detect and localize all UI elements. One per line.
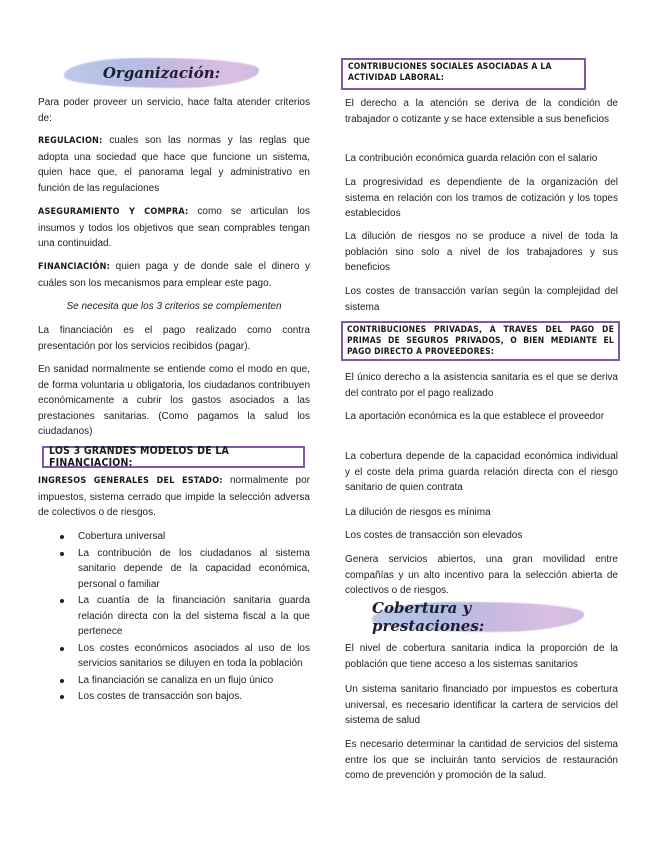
criterion-aseguramiento bbox=[38, 204, 310, 252]
criterion-term: ASEGURAMIENTO Y COMPRA: bbox=[38, 207, 189, 217]
private-item: Los costes de transacción son elevados bbox=[345, 530, 523, 541]
private-contributions-heading: CONTRIBUCIONES PRIVADAS, A TRAVES DEL PAGO DE PRIMAS DE SEGUROS PRIVADOS, O BIEN MEDIANTE EL PAGO DIRECTO A PROVEEDORES: bbox=[347, 325, 614, 357]
financiacion-definition: La financiación es el pago realizado como contra presentación por los servicios recibidos (pagar). bbox=[38, 325, 310, 352]
ingresos-bullet-list bbox=[38, 529, 310, 705]
ingresos-term: INGRESOS GENERALES DEL ESTADO: bbox=[38, 476, 223, 486]
ingresos-text: normalmente por impuestos, sistema cerrado que impide la selección adversa de colectivos o de riesgos. bbox=[38, 475, 310, 518]
criterion-text: cuales son las normas y las reglas que adopta una sociedad que hace que funcione un sistema, quien hace que, el panorama legal y administrativo en función de las regulaciones bbox=[38, 135, 310, 194]
ingresos-paragraph bbox=[38, 473, 310, 521]
coverage-item: Un sistema sanitario financiado por impuestos es cobertura universal, es necesario identificar la cartera de servicios del sistema de salud bbox=[345, 684, 618, 726]
coverage-item: Es necesario determinar la cantidad de servicios del sistema entre los que se incluirán tanto servicios de restauración como de prevención y promoción de la salud. bbox=[345, 739, 618, 781]
organizacion-heading: Organización: bbox=[102, 64, 221, 82]
private-item: El único derecho a la asistencia sanitaria es el que se deriva del contrato por el pago realizado bbox=[345, 372, 618, 399]
social-item: La contribución económica guarda relación con el salario bbox=[345, 153, 598, 164]
organizacion-heading-banner bbox=[64, 58, 259, 88]
social-contributions-box bbox=[341, 58, 586, 90]
social-item: Los costes de transacción varían según la complejidad del sistema bbox=[345, 286, 618, 313]
list-item: La financiación se canaliza en un flujo único bbox=[38, 673, 310, 689]
list-item: Los costes de transacción son bajos. bbox=[38, 689, 310, 705]
private-item: La aportación económica es la que establece el proveedor bbox=[345, 411, 605, 422]
intro-paragraph: Para poder proveer un servicio, hace falta atender criterios de: bbox=[38, 97, 310, 124]
criteria-note: Se necesita que los 3 criterios se complementen bbox=[66, 301, 282, 312]
list-item: Los costes económicos asociados al uso de los servicios sanitarios se diluyen en toda la población bbox=[38, 641, 310, 672]
private-item: Genera servicios abiertos, una gran movilidad entre compañías y un alto incentivo para la selección abierta de colectivos o de riesgos. bbox=[345, 554, 618, 596]
list-item: Cobertura universal bbox=[38, 529, 310, 545]
list-item: La cuantía de la financiación sanitaria guarda relación directa con la del sistema fiscal a la que pertenece bbox=[38, 593, 310, 640]
social-item: La progresividad es dependiente de la organización del sistema en relación con los tramos de cotización y los topes establecidos bbox=[345, 177, 618, 219]
criterion-regulacion bbox=[38, 133, 310, 196]
cobertura-heading-banner bbox=[372, 599, 584, 635]
social-item: La dilución de riesgos no se produce a nivel de toda la población sino solo a nivel de los trabajadores y sus beneficios bbox=[345, 231, 618, 273]
criterion-text: como se articulan los insumos y todos los objetivos que sean comprables tengan una continuidad. bbox=[38, 206, 310, 249]
coverage-item: El nivel de cobertura sanitaria indica la proporción de la población que tiene acceso a los sistemas sanitarios bbox=[345, 643, 618, 670]
criterion-financiacion bbox=[38, 259, 310, 291]
cobertura-heading: Cobertura y prestaciones: bbox=[372, 599, 485, 635]
criterion-text: quien paga y de donde sale el dinero y cuáles son los mecanismos para emplear este pago. bbox=[38, 261, 310, 289]
models-heading-box bbox=[42, 446, 305, 468]
models-heading: LOS 3 GRANDES MODELOS DE LA FINANCIACION: bbox=[49, 445, 230, 469]
criterion-term: REGULACION: bbox=[38, 136, 103, 146]
private-item: La dilución de riesgos es mínima bbox=[345, 507, 491, 518]
social-item: El derecho a la atención se deriva de la condición de trabajador o cotizante y se hace extensible a sus beneficios bbox=[345, 98, 618, 125]
private-contributions-box bbox=[341, 321, 620, 361]
financiacion-sanidad-paragraph: En sanidad normalmente se entiende como el modo en que, de forma voluntaria u obligatoria, los ciudadanos contribuyen económicamente a cubrir los gastos asociados a las prestaciones sanitarias. (Como pagamos la salud los ciudadanos) bbox=[38, 364, 310, 437]
social-contributions-heading: CONTRIBUCIONES SOCIALES ASOCIADAS A LA ACTIVIDAD LABORAL: bbox=[348, 62, 552, 83]
list-item: La contribución de los ciudadanos al sistema sanitario depende de la capacidad económica, personal o familiar bbox=[38, 546, 310, 593]
criterion-term: FINANCIACIÓN: bbox=[38, 262, 111, 272]
private-item: La cobertura depende de la capacidad económica individual y el coste dela prima guarda relación directa con el riesgo sanitario de quien contrata bbox=[345, 451, 618, 493]
